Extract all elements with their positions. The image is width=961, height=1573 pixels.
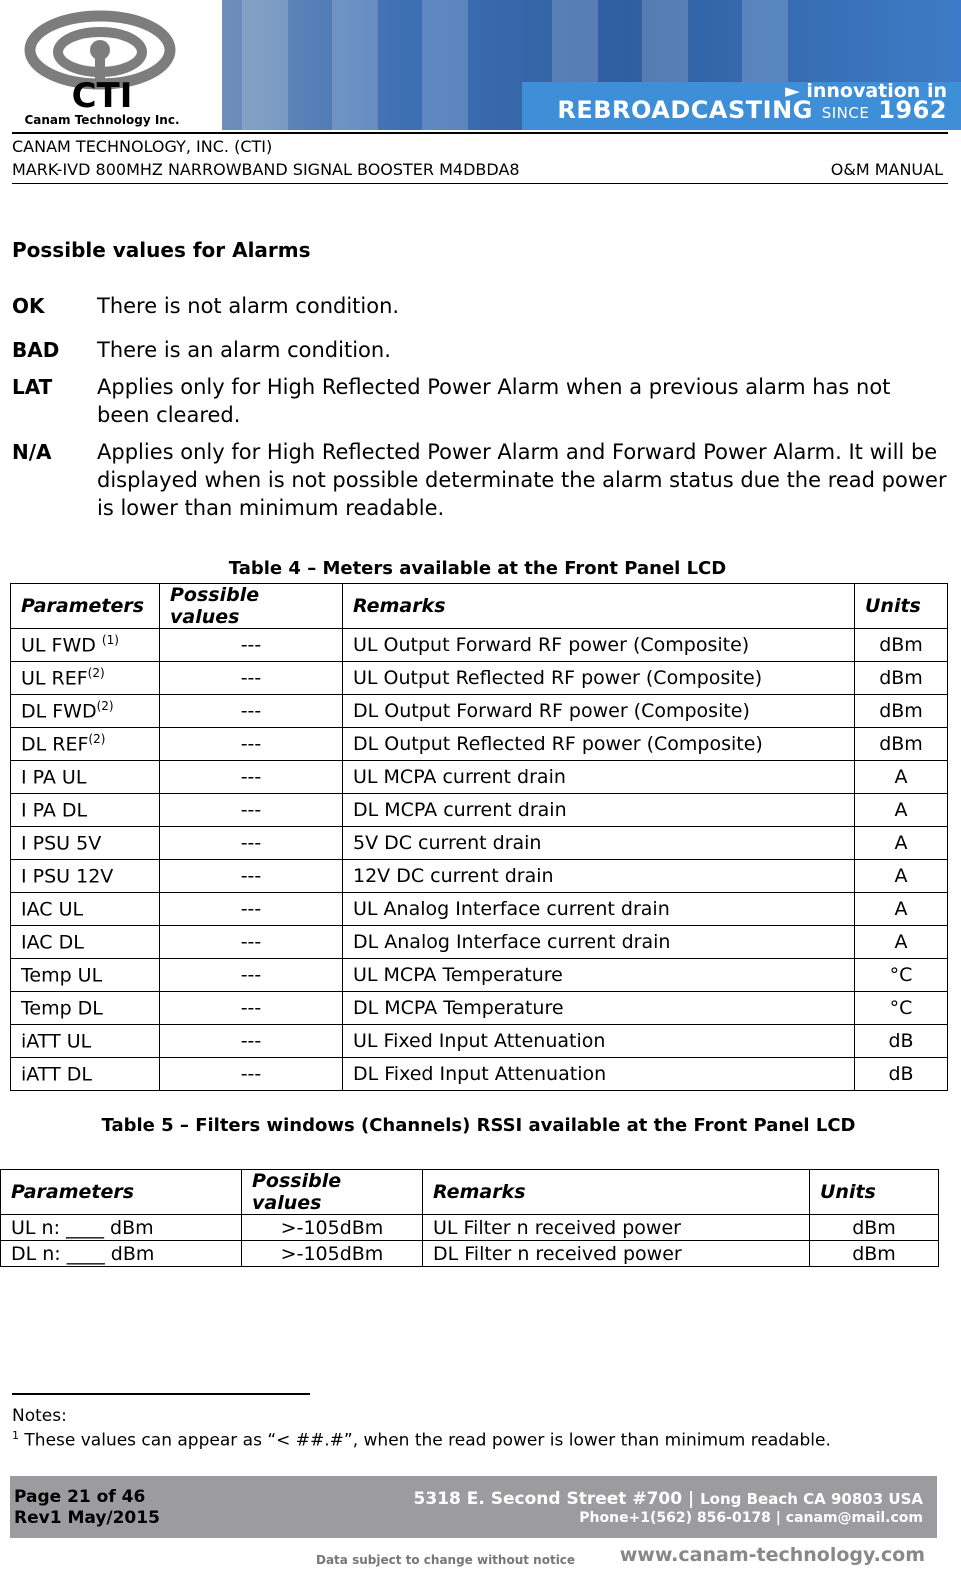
table-row bbox=[11, 1058, 948, 1091]
cell-parameter: I PSU 5V bbox=[11, 827, 160, 860]
cell-remark: UL MCPA Temperature bbox=[343, 959, 855, 992]
table-row bbox=[11, 959, 948, 992]
cell-value: --- bbox=[160, 860, 343, 893]
cell-parameter: DL FWD$^{(2)}$ bbox=[11, 695, 160, 728]
cell-unit: dB bbox=[855, 1025, 948, 1058]
cell-parameter: UL FWD $^{(1)}$ bbox=[11, 629, 160, 662]
cell-value: >-105dBm bbox=[242, 1241, 423, 1267]
cell-parameter: UL n: ____ dBm bbox=[1, 1215, 242, 1241]
cell-remark: UL Output Forward RF power (Composite) bbox=[343, 629, 855, 662]
cell-unit: A bbox=[855, 893, 948, 926]
col-parameters: Parameters bbox=[11, 584, 160, 629]
cell-remark: DL Fixed Input Attenuation bbox=[343, 1058, 855, 1091]
col-parameters: Parameters bbox=[1, 1170, 242, 1215]
cell-unit: dBm bbox=[855, 629, 948, 662]
table-row bbox=[11, 992, 948, 1025]
cell-parameter: DL REF$^{(2)}$ bbox=[11, 728, 160, 761]
cell-value: --- bbox=[160, 893, 343, 926]
cell-value: --- bbox=[160, 728, 343, 761]
cell-parameter: iATT UL bbox=[11, 1025, 160, 1058]
header-rule bbox=[12, 132, 948, 134]
alarm-term-ok: OK bbox=[12, 294, 45, 318]
footer-address: 5318 E. Second Street #700 | Long Beach CA 90803 USA bbox=[413, 1489, 923, 1509]
cell-unit: A bbox=[855, 761, 948, 794]
footnote-1: $^1$ These values can appear as “< ##.#”, when the read power is lower than minimum readable. bbox=[12, 1429, 831, 1451]
cell-parameter: I PSU 12V bbox=[11, 860, 160, 893]
product-name: MARK-IVD 800MHZ NARROWBAND SIGNAL BOOSTER M4DBDA8 bbox=[12, 160, 520, 179]
cell-unit: dBm bbox=[855, 695, 948, 728]
col-remarks: Remarks bbox=[343, 584, 855, 629]
cell-parameter: DL n: ____ dBm bbox=[1, 1241, 242, 1267]
company-name: CANAM TECHNOLOGY, INC. (CTI) bbox=[12, 137, 273, 156]
cell-value: --- bbox=[160, 827, 343, 860]
table-row bbox=[11, 629, 948, 662]
table-row bbox=[11, 926, 948, 959]
alarm-desc-na: Applies only for High Reflected Power Alarm and Forward Power Alarm. It will be displayed when is not possible determinate the alarm status due the read power is lower than minimum readable. bbox=[97, 440, 947, 520]
table-row bbox=[11, 761, 948, 794]
col-remarks: Remarks bbox=[423, 1170, 810, 1215]
cell-remark: UL Analog Interface current drain bbox=[343, 893, 855, 926]
col-possible-values: Possible values bbox=[242, 1170, 423, 1215]
cell-unit: A bbox=[855, 860, 948, 893]
alarm-term-bad: BAD bbox=[12, 338, 60, 362]
footer-website: www.canam-technology.com bbox=[619, 1544, 925, 1566]
cell-value: --- bbox=[160, 794, 343, 827]
cell-remark: 12V DC current drain bbox=[343, 860, 855, 893]
cell-parameter: Temp UL bbox=[11, 959, 160, 992]
footnote-rule bbox=[12, 1393, 310, 1395]
alarm-desc-ok: There is not alarm condition. bbox=[97, 294, 400, 318]
footer-notice: Data subject to change without notice bbox=[316, 1553, 576, 1567]
table-row bbox=[1, 1241, 939, 1267]
cell-remark: DL Filter n received power bbox=[423, 1241, 810, 1267]
cell-unit: °C bbox=[855, 992, 948, 1025]
cell-remark: UL Filter n received power bbox=[423, 1215, 810, 1241]
cell-remark: DL MCPA current drain bbox=[343, 794, 855, 827]
cell-remark: DL Output Forward RF power (Composite) bbox=[343, 695, 855, 728]
cell-parameter: Temp DL bbox=[11, 992, 160, 1025]
footer-phone: Phone+1(562) 856-0178 | canam@mail.com bbox=[579, 1510, 923, 1526]
svg-text:CTI: CTI bbox=[71, 76, 133, 116]
manual-label: O&M MANUAL bbox=[830, 160, 943, 179]
cell-value: --- bbox=[160, 926, 343, 959]
alarm-term-na: N/A bbox=[12, 440, 52, 464]
col-possible-values: Possible values bbox=[160, 584, 343, 629]
table-row bbox=[11, 695, 948, 728]
col-units: Units bbox=[855, 584, 948, 629]
cell-unit: dBm bbox=[855, 728, 948, 761]
alarm-desc-bad: There is an alarm condition. bbox=[97, 338, 391, 362]
table5-caption: Table 5 – Filters windows (Channels) RSSI available at the Front Panel LCD bbox=[101, 1115, 856, 1136]
cell-parameter: I PA UL bbox=[11, 761, 160, 794]
cell-unit: dB bbox=[855, 1058, 948, 1091]
table-row bbox=[1, 1215, 939, 1241]
cell-value: --- bbox=[160, 695, 343, 728]
table-row bbox=[11, 794, 948, 827]
svg-text:Canam Technology Inc.: Canam Technology Inc. bbox=[24, 113, 180, 127]
cell-value: --- bbox=[160, 662, 343, 695]
cell-remark: DL Output Reflected RF power (Composite) bbox=[343, 728, 855, 761]
meters-table bbox=[10, 583, 948, 1091]
table-row bbox=[11, 728, 948, 761]
alarms-title: Possible values for Alarms bbox=[12, 238, 311, 262]
cell-value: --- bbox=[160, 959, 343, 992]
col-units: Units bbox=[810, 1170, 939, 1215]
cti-logo bbox=[22, 8, 192, 128]
cell-remark: UL MCPA current drain bbox=[343, 761, 855, 794]
notes-label: Notes: bbox=[12, 1406, 67, 1426]
table-row bbox=[11, 827, 948, 860]
cell-value: --- bbox=[160, 629, 343, 662]
cell-remark: 5V DC current drain bbox=[343, 827, 855, 860]
table-header-row bbox=[1, 1170, 939, 1215]
banner-tagline: ► innovation in bbox=[785, 80, 947, 102]
header-rule-bottom bbox=[12, 183, 948, 184]
cell-value: --- bbox=[160, 1058, 343, 1091]
alarm-desc-lat: Applies only for High Reflected Power Alarm when a previous alarm has not been cleared. bbox=[97, 375, 891, 427]
cell-remark: DL MCPA Temperature bbox=[343, 992, 855, 1025]
table4-caption: Table 4 – Meters available at the Front Panel LCD bbox=[228, 558, 727, 579]
cell-parameter: IAC DL bbox=[11, 926, 160, 959]
table-row bbox=[11, 893, 948, 926]
cell-unit: A bbox=[855, 794, 948, 827]
banner-slogan: REBROADCASTING SINCE 1962 bbox=[557, 96, 947, 124]
cell-unit: dBm bbox=[855, 662, 948, 695]
rssi-table bbox=[0, 1169, 939, 1267]
cell-unit: A bbox=[855, 827, 948, 860]
cell-value: --- bbox=[160, 992, 343, 1025]
cell-unit: dBm bbox=[810, 1215, 939, 1241]
header-banner bbox=[222, 0, 961, 130]
cell-unit: °C bbox=[855, 959, 948, 992]
cell-remark: DL Analog Interface current drain bbox=[343, 926, 855, 959]
table-row bbox=[11, 860, 948, 893]
cell-parameter: I PA DL bbox=[11, 794, 160, 827]
table-row bbox=[11, 662, 948, 695]
cell-parameter: UL REF$^{(2)}$ bbox=[11, 662, 160, 695]
cell-parameter: IAC UL bbox=[11, 893, 160, 926]
revision: Rev1 May/2015 bbox=[14, 1508, 160, 1528]
cell-unit: dBm bbox=[810, 1241, 939, 1267]
cell-unit: A bbox=[855, 926, 948, 959]
cell-value: >-105dBm bbox=[242, 1215, 423, 1241]
cell-value: --- bbox=[160, 1025, 343, 1058]
cell-parameter: iATT DL bbox=[11, 1058, 160, 1091]
table-row bbox=[11, 1025, 948, 1058]
table-header-row bbox=[11, 584, 948, 629]
cell-remark: UL Fixed Input Attenuation bbox=[343, 1025, 855, 1058]
page-number: Page 21 of 46 bbox=[14, 1487, 146, 1507]
alarm-term-lat: LAT bbox=[12, 375, 53, 399]
cell-value: --- bbox=[160, 761, 343, 794]
cell-remark: UL Output Reflected RF power (Composite) bbox=[343, 662, 855, 695]
